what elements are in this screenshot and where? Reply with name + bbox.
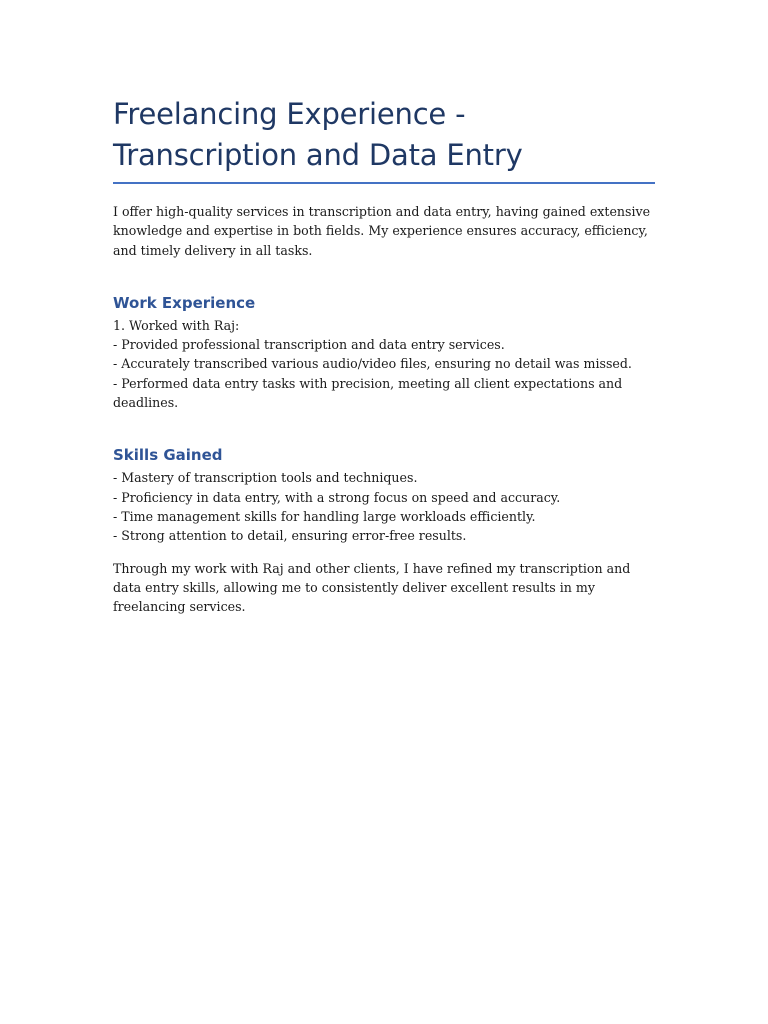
document-page xyxy=(113,94,655,616)
closing-paragraph: Through my work with Raj and other clients, I have refined my transcription and data entry skills, allowing me to consistently deliver excellent results in my freelancing services. xyxy=(113,560,631,615)
work-experience-heading: Work Experience xyxy=(113,293,256,312)
list-item: - Proficiency in data entry, with a strong focus on speed and accuracy. xyxy=(113,489,561,505)
work-experience-list xyxy=(113,316,655,412)
title-underline xyxy=(113,182,655,184)
list-item: - Strong attention to detail, ensuring error-free results. xyxy=(113,528,467,544)
list-item: - Time management skills for handling large workloads efficiently. xyxy=(113,508,536,524)
list-item: - Mastery of transcription tools and techniques. xyxy=(113,470,418,486)
document-title: Freelancing Experience - Transcription and Data Entry xyxy=(113,97,523,172)
skills-gained-list xyxy=(113,468,655,545)
list-item: - Performed data entry tasks with precision, meeting all client expectations and deadlines. xyxy=(113,375,623,411)
list-item: - Provided professional transcription and data entry services. xyxy=(113,337,505,353)
skills-gained-heading: Skills Gained xyxy=(113,446,223,465)
list-item: 1. Worked with Raj: xyxy=(113,317,240,333)
list-item: - Accurately transcribed various audio/video files, ensuring no detail was missed. xyxy=(113,356,632,372)
intro-paragraph: I offer high-quality services in transcription and data entry, having gained extensive knowledge and expertise in both fields. My experience ensures accuracy, efficiency, and timely delivery in all tasks. xyxy=(113,204,651,258)
